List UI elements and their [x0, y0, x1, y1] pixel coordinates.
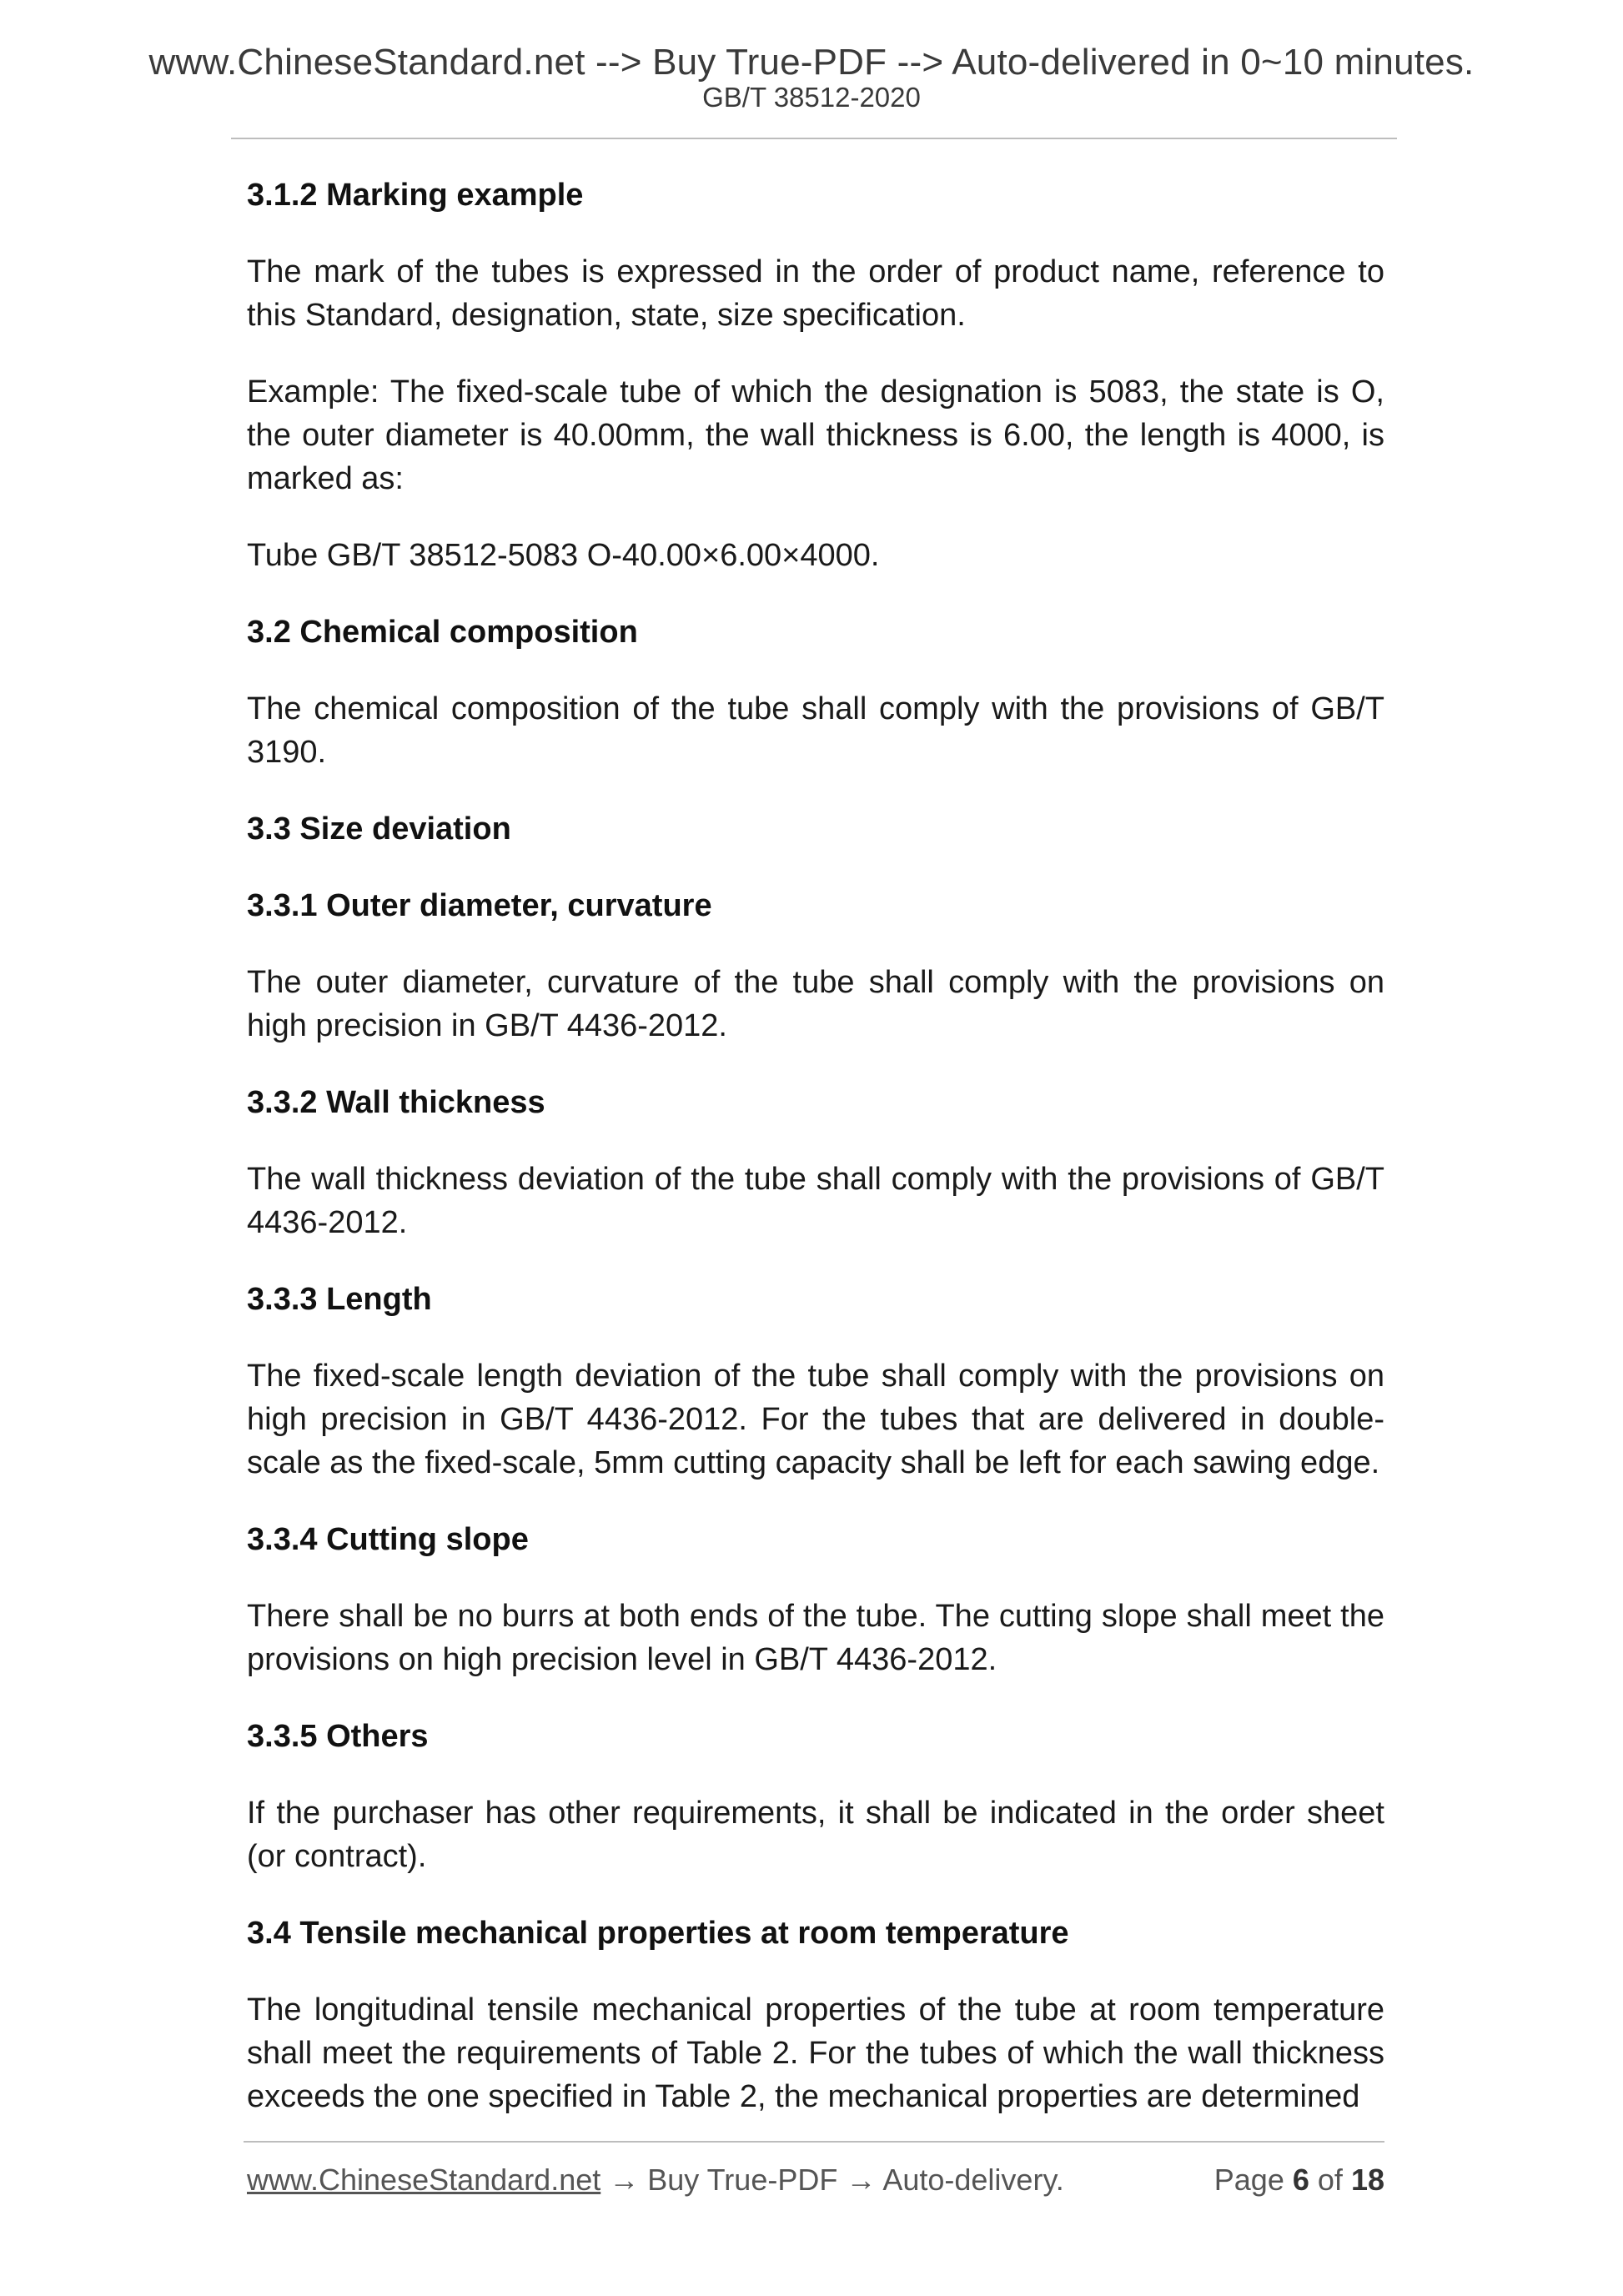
document-body [247, 173, 1384, 2118]
section-heading: 3.3.1 Outer diameter, curvature [247, 888, 712, 923]
footer-divider [244, 2141, 1384, 2143]
section-tensile-properties [247, 1912, 1384, 2118]
section-others [247, 1715, 1384, 1878]
paragraph: The mark of the tubes is expressed in the order of product name, reference to this Standard, designation, state, size specification. [247, 254, 1384, 333]
section-wall-thickness [247, 1081, 1384, 1244]
page-label: Page [1213, 2163, 1284, 2197]
paragraph: There shall be no burrs at both ends of the tube. The cutting slope shall meet the provisions on high precision level in GB/T 4436-2012. [247, 1599, 1384, 1677]
paragraph: If the purchaser has other requirements, it shall be indicated in the order sheet (or contract). [247, 1796, 1384, 1874]
section-heading: 3.3.2 Wall thickness [247, 1085, 545, 1120]
total-pages: 18 [1350, 2163, 1384, 2197]
footer-promo [247, 2162, 1064, 2198]
section-marking-example [247, 173, 1384, 577]
paragraph: Example: The fixed-scale tube of which the designation is 5083, the state is O, the outer diameter is 40.00mm, the wall thickness is 6.00, the length is 4000, is marked as: [247, 374, 1384, 496]
section-chemical-composition [247, 610, 1384, 774]
paragraph: The chemical composition of the tube shall comply with the provisions of GB/T 3190. [247, 691, 1384, 770]
page-number: 6 [1292, 2163, 1309, 2197]
standard-code: GB/T 38512-2020 [702, 82, 921, 113]
page-indicator [1214, 2162, 1384, 2198]
section-heading: 3.3 Size deviation [247, 811, 511, 847]
section-heading: 3.2 Chemical composition [247, 615, 638, 650]
section-heading: 3.4 Tensile mechanical properties at room temperature [247, 1916, 1069, 1951]
paragraph: The longitudinal tensile mechanical properties of the tube at room temperature shall meet the requirements of Table 2. For the tubes of which the wall thickness exceeds the one specified in Table 2, the mechanical properties are determined [247, 1992, 1384, 2114]
site-banner: www.ChineseStandard.net --> Buy True-PDF --> Auto-delivered in 0~10 minutes. [148, 42, 1475, 83]
section-cutting-slope [247, 1518, 1384, 1681]
footer-site-link[interactable]: www.ChineseStandard.net [247, 2163, 601, 2197]
paragraph: The wall thickness deviation of the tube shall comply with the provisions of GB/T 4436-2012. [247, 1162, 1384, 1240]
section-heading: 3.1.2 Marking example [247, 178, 584, 213]
footer-promo-text: → Buy True-PDF → Auto-delivery. [609, 2163, 1064, 2197]
section-heading: 3.3.5 Others [247, 1719, 429, 1754]
header-divider [231, 138, 1397, 139]
section-size-deviation [247, 807, 1384, 851]
section-heading: 3.3.4 Cutting slope [247, 1522, 529, 1557]
paragraph: The fixed-scale length deviation of the tube shall comply with the provisions on high precision in GB/T 4436-2012. For the tubes that are delivered in double-scale as the fixed-scale, 5mm cutting capacity shall be left for each sawing edge. [247, 1359, 1384, 1480]
section-outer-diameter [247, 884, 1384, 1048]
section-heading: 3.3.3 Length [247, 1282, 432, 1317]
paragraph: Tube GB/T 38512-5083 O-40.00×6.00×4000. [247, 538, 880, 573]
section-length [247, 1278, 1384, 1485]
paragraph: The outer diameter, curvature of the tube shall comply with the provisions on high precision in GB/T 4436-2012. [247, 965, 1384, 1043]
of-label: of [1317, 2163, 1343, 2197]
